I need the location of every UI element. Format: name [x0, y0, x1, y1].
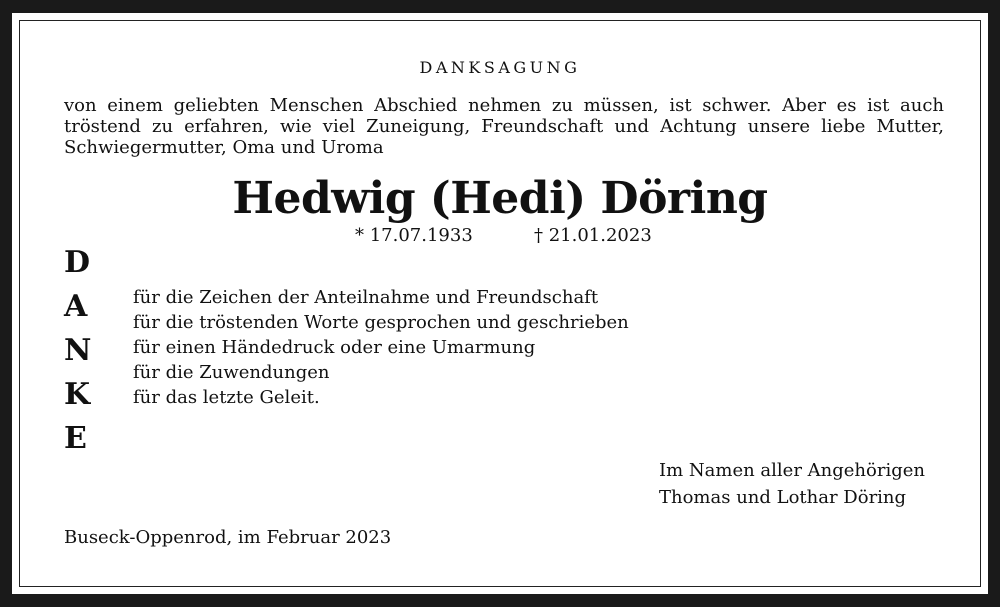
- signature-names: Thomas und Lothar Döring: [659, 487, 907, 508]
- intro-line: tröstend zu erfahren, wie viel Zuneigung, Freundschaft und Achtung unsere liebe Mutter,: [64, 116, 944, 137]
- notice-title: DANKSAGUNG: [419, 58, 581, 77]
- danke-letter: N: [64, 333, 92, 368]
- reason-item: für die tröstenden Worte gesprochen und geschrieben: [133, 312, 629, 333]
- reason-item: für die Zeichen der Anteilnahme und Freundschaft: [133, 287, 599, 308]
- reason-item: für die Zuwendungen: [133, 362, 330, 383]
- signature-block: [659, 457, 925, 511]
- birth-date: * 17.07.1933: [355, 225, 473, 246]
- deceased-name: Hedwig (Hedi) Döring: [232, 173, 768, 224]
- danke-letter: D: [64, 245, 91, 280]
- intro-line: Schwiegermutter, Oma und Uroma: [64, 137, 384, 158]
- signature-line: Im Namen aller Angehörigen: [659, 460, 925, 481]
- reason-item: für einen Händedruck oder eine Umarmung: [133, 337, 536, 358]
- death-date: † 21.01.2023: [534, 225, 652, 246]
- danke-letter: E: [64, 421, 87, 456]
- obituary-card: [12, 13, 988, 594]
- danke-letter: A: [64, 289, 88, 324]
- reason-item: für das letzte Geleit.: [133, 387, 320, 408]
- intro-line: von einem geliebten Menschen Abschied nehmen zu müssen, ist schwer. Aber es ist auch: [64, 95, 944, 116]
- intro-text: [64, 95, 944, 158]
- reasons-list: [133, 285, 629, 410]
- place-date: Buseck-Oppenrod, im Februar 2023: [64, 527, 392, 548]
- danke-letter: K: [64, 377, 91, 412]
